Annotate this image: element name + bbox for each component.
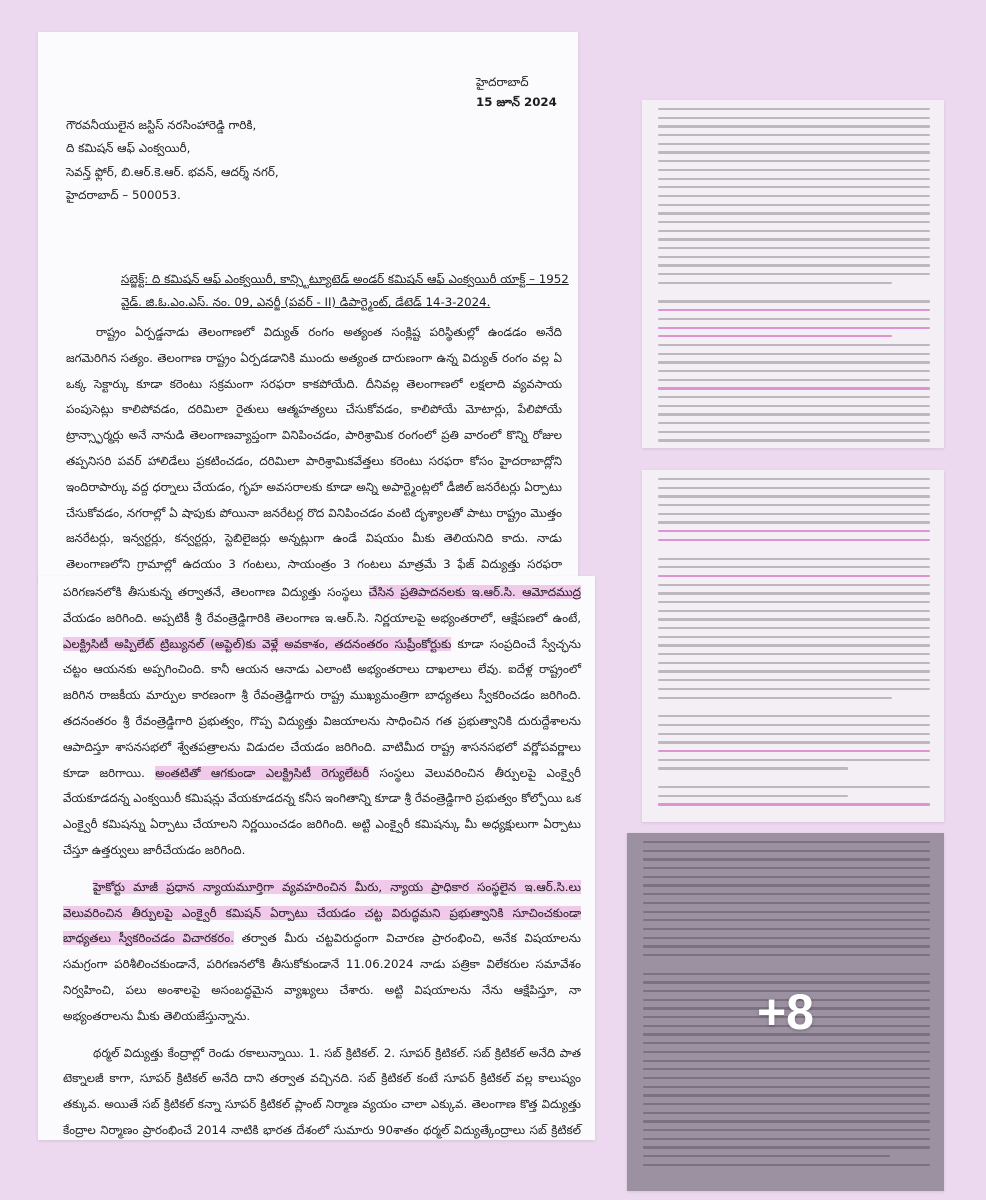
thumbnail-text-line (658, 653, 930, 655)
thumbnail-text-line (658, 387, 930, 389)
thumbnail-page-5[interactable] (627, 833, 944, 1191)
thumbnail-text-line (658, 803, 930, 805)
thumbnail-text-line (658, 478, 930, 480)
thumbnail-text-line (658, 592, 930, 594)
thumbnail-text-line (658, 125, 930, 127)
thumbnail-text-line (658, 353, 930, 355)
thumbnail-text-line (658, 795, 848, 797)
thumbnail-text-line (658, 169, 930, 171)
thumbnail-text (658, 108, 930, 448)
thumbnail-text-line (658, 724, 930, 726)
thumbnail-text-line (658, 715, 930, 717)
thumbnail-text-line (658, 335, 892, 337)
thumbnail-text-line (658, 264, 930, 266)
thumbnail-text-line (658, 439, 930, 441)
thumbnail-text-line (658, 679, 930, 681)
thumbnail-text-line (658, 504, 930, 506)
thumbnail-text-line (658, 601, 930, 603)
highlighted-text: హైకోర్టు మాజీ ప్రధాన న్యాయమూర్తిగా వ్యవహరించిన మీరు, న్యాయ ప్రాధికార సంస్థలైన ఇ.ఆర్.సి.లు వెలువరించిన తీర్పులపై ఎంక్వైరీ కమిషన్ ఏర్పాటు చేయడం చట్ట విరుద్ధమని ప్రభుత్వానికి సూచించకుండా బాధ్యతలు స్వీకరించడం విచారకరం. (63, 879, 581, 946)
letter-place: హైదరాబాద్ (476, 75, 529, 89)
letter-page-1[interactable] (38, 32, 578, 580)
thumbnail-text-line (658, 662, 930, 664)
address-line: హైదరాబాద్ – 500053. (66, 188, 181, 203)
thumbnail-page-4[interactable] (642, 470, 944, 822)
letter-subject (121, 268, 569, 314)
thumbnail-text-line (658, 405, 930, 407)
thumbnail-text-line (658, 741, 930, 743)
thumbnail-text-line (658, 195, 930, 197)
thumbnail-text-line (658, 786, 930, 788)
thumbnail-text-line (658, 186, 930, 188)
thumbnail-text-line (658, 627, 930, 629)
thumbnail-text-line (658, 212, 930, 214)
thumbnail-text-line (658, 431, 930, 433)
thumbnail-text-line (658, 759, 930, 761)
letter-page-2[interactable] (38, 576, 595, 1140)
thumbnail-text-line (658, 495, 930, 497)
letter-body-1 (66, 320, 562, 580)
thumbnail-text-line (658, 396, 930, 398)
thumbnail-text-line (658, 584, 930, 586)
thumbnail-text-line (658, 361, 930, 363)
thumbnail-text-line (658, 230, 930, 232)
thumbnail-text (658, 478, 930, 812)
thumbnail-text-line (658, 344, 930, 346)
paragraph: థర్మల్ విద్యుత్తు కేంద్రాల్లో రెండు రకాలున్నాయి. 1. సబ్ క్రిటికల్. 2. సూపర్ క్రిటికల్. సబ్ క్రిటికల్ అనేది పాత టెక్నాలజీ కాగా, సూపర్ క్రిటికల్ అనేది దాని తర్వాత వచ్చినది. సబ్ క్రిటికల్ కంటే సూపర్ క్రిటికల్ వల్ల కాలుష్యం తక్కువ. అయితే సబ్ క్రిటికల్ కన్నా సూపర్ క్రిటికల్ ప్లాంట్ నిర్మాణ వ్యయం చాలా ఎక్కువ. తెలంగాణ కొత్త విద్యుత్తు కేంద్రాల నిర్మాణం ప్రారంభించే 2014 నాటికి భారత దేశంలో సుమారు 90శాతం థర్మల్ విద్యుత్కేంద్రాలు సబ్ క్రిటికల్ (63, 1045, 581, 1137)
thumbnail-text-line (658, 256, 930, 258)
thumbnail-text-line (658, 151, 930, 153)
thumbnail-text-line (658, 530, 930, 532)
paragraph: రాష్ట్రం ఏర్పడ్డనాడు తెలంగాణలో విద్యుత్ రంగం అత్యంత సంక్లిష్ట పరిస్థితుల్లో ఉండడం అనేది జగమెరిగిన సత్యం. తెలంగాణ రాష్ట్రం ఏర్పడడానికి ముందు అత్యంత దారుణంగా ఉన్న విద్యుత్ రంగం వల్ల ఏ ఒక్క సెక్టార్కు కూడా కరెంటు సక్రమంగా సరఫరా కాకపోయేది. దీనివల్ల తెలంగాణలో లక్షలాది వ్యవసాయ పంపుసెట్లు కాలిపోవడం, దరిమిలా రైతులు ఆత్మహత్యలు చేసుకోవడం, కాలిపోయే మోటార్లు, పేలిపోయే ట్రాన్స్ఫార్మర్లు అనే నానుడి తెలంగాణవ్యాప్తంగా వినిపించడం, పారిశ్రామిక రంగంలో ప్రతి వారంలో కొన్ని రోజుల తప్పనిసరి పవర్ హాలిడేలు ప్రకటించడం, దరిమిలా పారిశ్రామికవేత్తలు కరెంటు సరఫరా కోసం హైదరాబాద్లోని ఇందిరాపార్కు వద్ద ధర్నాలు చేయడం, గృహ అవసరాలకు కూడా అన్ని అపార్ట్మెంట్లలో డీజిల్ జనరేటర్లు ఏర్పాటు చేసుకోవడం, నగరాల్లో ఏ షాపుకు పోయినా జనరేటర్ల రొద వినిపించడం వంటి దృశ్యాలతో పాటు రాష్ట్రం మొత్తం జనరేటర్లు, ఇన్వర్టర్లు, కన్వర్టర్లు, స్టెబిలైజర్లు అన్నట్లుగా ఉండే విషయం మీకు తెలియనిది కాదు. నాడు తెలంగాణలోని గ్రామాల్లో ఉదయం 3 గంటలు, సాయంత్రం 3 గంటలు మాత్రమే 3 ఫేజ్ విద్యుత్తు సరఫరా (66, 325, 562, 572)
thumbnail-text-line (658, 618, 930, 620)
highlighted-text: అంతటితో ఆగకుండా ఎలక్ట్రిసిటీ రెగ్యులేటరీ (155, 765, 370, 780)
thumbnail-text-line (658, 309, 930, 311)
thumbnail-text-line (658, 238, 930, 240)
thumbnail-text-line (658, 487, 930, 489)
more-images-overlay[interactable]: +8 (627, 833, 944, 1191)
thumbnail-text-line (658, 247, 930, 249)
thumbnail-text-line (658, 282, 892, 284)
thumbnail-text-line (658, 636, 930, 638)
thumbnail-text-line (658, 688, 930, 690)
thumbnail-text-line (658, 610, 930, 612)
address-line: సెవన్త్ ఫ్లోర్, బి.ఆర్.కె.ఆర్. భవన్, ఆదర్శ్ నగర్, (66, 164, 279, 179)
subject-reference: వైడ్. జి.ఓ.ఎం.ఎస్. నం. 09, ఎనర్జీ (పవర్ - II) డిపార్ట్మెంట్, డేటెడ్ 14-3-2024. (121, 295, 491, 309)
thumbnail-text-line (658, 575, 930, 577)
paragraph: హైకోర్టు మాజీ ప్రధాన న్యాయమూర్తిగా వ్యవహరించిన మీరు, న్యాయ ప్రాధికార సంస్థలైన ఇ.ఆర్.సి.లు వెలువరించిన తీర్పులపై ఎంక్వైరీ కమిషన్ ఏర్పాటు చేయడం చట్ట విరుద్ధమని ప్రభుత్వానికి సూచించకుండా బాధ్యతలు స్వీకరించడం విచారకరం. తర్వాత మీరు చట్టవిరుద్ధంగా విచారణ ప్రారంభించి, అనేక విషయాలను సమగ్రంగా పరిశీలించకుండానే, పరిగణనలోకి తీసుకోకుండానే 11.06.2024 నాడు పత్రికా విలేకరుల సమావేశం నిర్వహించి, పలు అంశాలపై అసంబద్ధమైన వ్యాఖ్యలు చేశారు. అట్టి విషయాలను నేను ఆక్షేపిస్తూ, నా అభ్యంతరాలను మీకు తెలియజేస్తున్నాను. (63, 879, 581, 1023)
address-line: ది కమిషన్ ఆఫ్ ఎంక్వయిరీ, (66, 141, 191, 156)
thumbnail-text-line (658, 117, 930, 119)
thumbnail-text-line (658, 318, 930, 320)
address-line: గౌరవనీయులైన జస్టిస్ నరసింహారెడ్డి గారికి, (66, 118, 257, 132)
thumbnail-text-line (658, 750, 930, 752)
thumbnail-text-line (658, 422, 930, 424)
thumbnail-page-3[interactable] (642, 100, 944, 448)
thumbnail-text-line (658, 558, 930, 560)
thumbnail-text-line (658, 143, 930, 145)
recipient-address (66, 114, 279, 208)
paragraph: పరిగణనలోకి తీసుకున్న తర్వాతనే, తెలంగాణ విద్యుత్తు సంస్థలు చేసిన ప్రతిపాదనలకు ఇ.ఆర్.సి. ఆమోదముద్ర వేయడం జరిగింది. అప్పటికీ శ్రీ రేవంత్రెడ్డిగారికి తెలంగాణ ఇ.ఆర్.సి. నిర్ణయాలపై అభ్యంతరాలో, ఆక్షేపణలో ఉంటే, ఎలక్ట్రిసిటీ అప్పిలేట్ ట్రిబ్యునల్ (అప్టెల్)కు వెళ్లే అవకాశం, తదనంతరం సుప్రీంకోర్టుకు కూడా సంప్రదించే స్వేచ్ఛను చట్టం ఆయనకు అప్పగించింది. కానీ ఆయన ఆనాడు ఎలాంటి అభ్యంతరాలు దాఖలాలు లేవు. ఐదేళ్ల రాష్ట్రంలో జరిగిన రాజకీయ మార్పుల కారణంగా శ్రీ రేవంత్రెడ్డిగారు రాష్ట్ర ముఖ్యమంత్రిగా బాధ్యతలు స్వీకరించడం జరిగింది. తదనంతరం శ్రీ రేవంత్రెడ్డిగారి ప్రభుత్వం, గొప్ప విద్యుత్తు విజయాలను సాధించిన గత ప్రభుత్వానికి దురుద్దేశాలను ఆపాదిస్తూ శాసనసభలో శ్వేతపత్రాలను విడుదల చేయడం జరిగింది. వాటిమీద రాష్ట్ర శాసనసభలో వర్ణోపవర్ణాలు కూడా జరిగాయి. అంతటితో ఆగకుండా ఎలక్ట్రిసిటీ రెగ్యులేటరీ సంస్థలు వెలువరించిన తీర్పులపై ఎంక్వైరీ వేయకూడదన్న ఎంక్వయిరీ కమిషన్లు వేయకూడదన్న కనీస ఇంగితాన్ని కూడా శ్రీ రేవంత్రెడ్డిగారి ప్రభుత్వం కోల్పోయి ఒక ఎంక్వైరీ కమిషన్ను ఏర్పాటు చేయాలని నిర్ణయించడం జరిగింది. అట్టి ఎంక్వైరీ కమిషన్కు మీ అధ్యక్షులుగా ఏర్పాటు చేస్తూ ఉత్తర్వులు జారీచేయడం జరిగింది. (63, 585, 581, 857)
thumbnail-text-line (658, 327, 930, 329)
thumbnail-text-line (658, 733, 930, 735)
highlighted-text: చేసిన ప్రతిపాదనలకు ఇ.ఆర్.సి. ఆమోదముద్ర (368, 585, 581, 599)
thumbnail-text-line (658, 134, 930, 136)
thumbnail-text-line (658, 108, 930, 110)
thumbnail-text-line (658, 370, 930, 372)
letter-place-date (476, 72, 557, 112)
thumbnail-text-line (658, 539, 930, 541)
thumbnail-text-line (658, 204, 930, 206)
thumbnail-text-line (658, 178, 930, 180)
letter-date: 15 జూన్ 2024 (476, 95, 557, 109)
thumbnail-text-line (658, 644, 930, 646)
thumbnail-text-line (658, 273, 930, 275)
thumbnail-text-line (658, 697, 892, 699)
thumbnail-text-line (658, 521, 930, 523)
thumbnail-text-line (658, 670, 930, 672)
thumbnail-text-line (658, 300, 930, 302)
thumbnail-text-line (658, 160, 930, 162)
highlighted-text: ఎలక్ట్రిసిటీ అప్పిలేట్ ట్రిబ్యునల్ (అప్టెల్)కు వెళ్లే అవకాశం, తదనంతరం సుప్రీంకోర్టుకు (63, 636, 452, 651)
thumbnail-text-line (658, 566, 930, 568)
thumbnail-text-line (658, 413, 930, 415)
thumbnail-text-line (658, 221, 930, 223)
thumbnail-text-line (658, 513, 930, 515)
thumbnail-text-line (658, 379, 930, 381)
subject-line: సబ్జెక్ట్: ది కమిషన్ ఆఫ్ ఎంక్వయిరీ, కాన్స్టిట్యూటెడ్ అండర్ కమిషన్ ఆఫ్ ఎంక్వయిరీ యాక్ట్ – 1952 (121, 272, 569, 286)
thumbnail-text-line (658, 767, 848, 769)
letter-body-2 (63, 580, 581, 1140)
